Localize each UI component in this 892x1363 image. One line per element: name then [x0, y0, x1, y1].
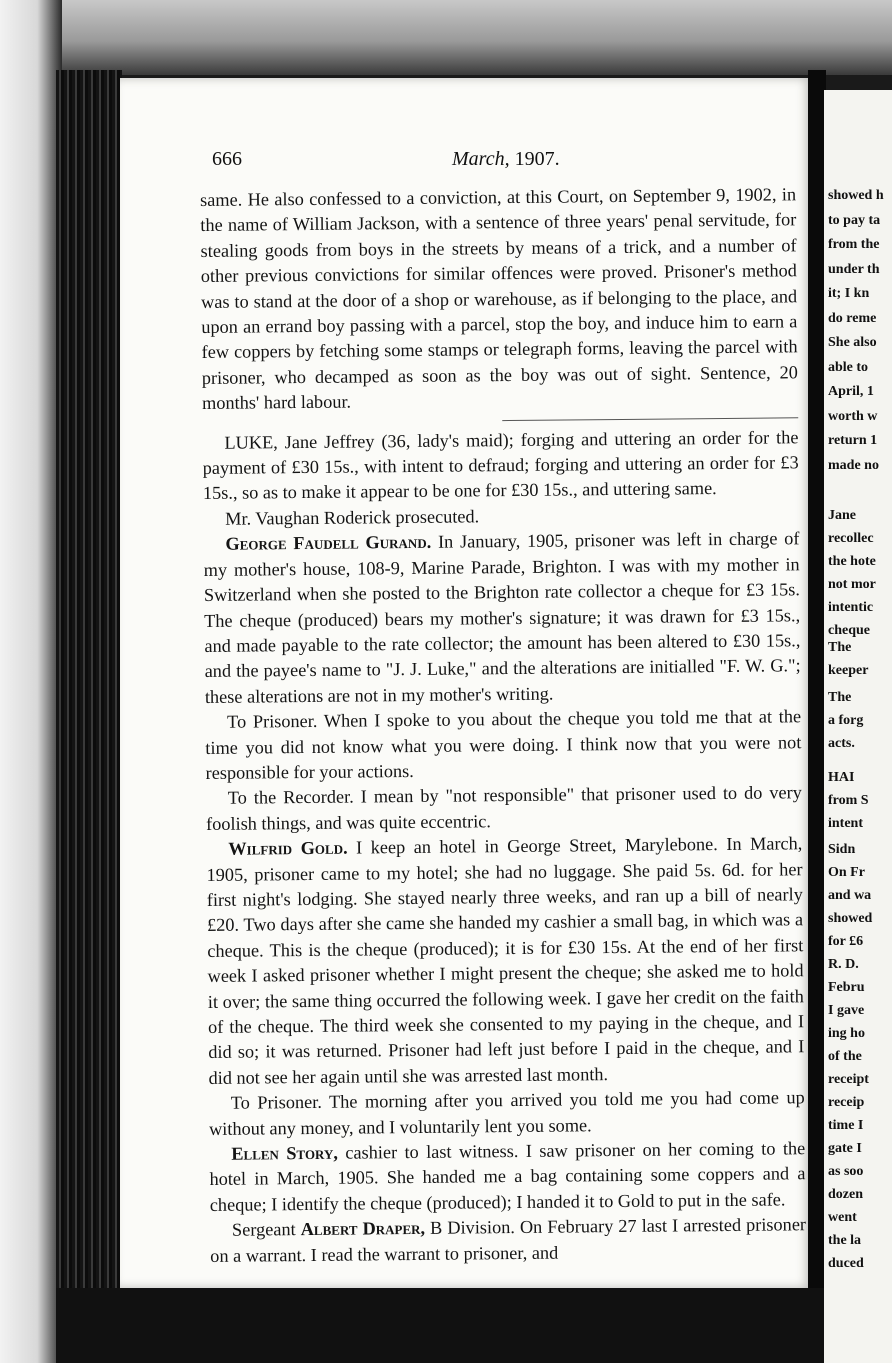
- scan-background-top: [0, 0, 892, 75]
- right-page-line-fragment: On Fr: [828, 865, 865, 880]
- right-page-line-fragment: from the: [828, 237, 880, 252]
- paragraph-witness-gurand: [203, 527, 801, 711]
- witness-rank: Sergeant: [231, 1219, 301, 1240]
- paragraph-to-prisoner: To Prisoner. When I spoke to you about the cheque you told me that at the time you did not know what you were doing. I think now that you were not responsible for your actions.: [205, 706, 802, 783]
- running-head-year: 1907.: [509, 148, 560, 170]
- right-page-line-fragment: went: [828, 1210, 857, 1225]
- witness-name: Wilfrid Gold.: [228, 837, 348, 859]
- right-page-line-fragment: worth w: [828, 408, 878, 424]
- paragraph-witness-story: [209, 1136, 806, 1218]
- scan-background-left: [0, 0, 62, 1363]
- right-page-line-fragment: intent: [828, 816, 863, 831]
- paragraph-witness-draper: [210, 1212, 806, 1269]
- right-page-line-fragment: ing ho: [828, 1026, 865, 1041]
- right-page-line-fragment: HAI: [828, 770, 855, 785]
- paragraph-to-recorder: To the Recorder. I mean by "not responsible" that prisoner used to do very foolish things, and was quite eccentric.: [206, 782, 802, 834]
- right-page-line-fragment: return 1: [828, 433, 878, 448]
- case-divider-rule: [502, 417, 798, 421]
- witness-testimony: B Division. On February 27 last I arrested prisoner on a warrant. I read the warrant to prisoner, and: [210, 1214, 807, 1266]
- witness-testimony: In January, 1905, prisoner was left in charge of my mother's house, 108-9, Marine Parade, Brighton. I was with my mother in Switzerland when she posted to the Brighton rate collector a cheque for £3 15s. The cheque (produced) bears my mother's signature; it was drawn for £3 15s., and made payable to the rate collector; the amount has been altered to £30 15s., and the payee's name to "J. J. Luke," and the alterations are initialled "F. W. G."; these alterations are not in my mother's writing.: [203, 528, 801, 707]
- right-page-line-fragment: Jane: [828, 508, 856, 523]
- right-page-line-fragment: receip: [828, 1095, 865, 1110]
- book-page-edges: [56, 70, 122, 1290]
- right-page-line-fragment: duced: [828, 1256, 864, 1271]
- paragraph-to-prisoner-gold: To Prisoner. The morning after you arrived you told me you had come up without any money, and I voluntarily lent you some.: [208, 1087, 805, 1139]
- witness-name: Albert Draper,: [300, 1218, 426, 1240]
- witness-testimony: I keep an hotel in George Street, Marylebone. In March, 1905, prisoner came to my hotel; she had no luggage. She paid 5s. 6d. for her first night's lodging. She stayed nearly three weeks, and ran up a bill of nearly £20. Two days after she came she handed my cashier a small bag, in which was a cheque. This is the cheque (produced); it is for £30 15s. At the end of her first week I asked prisoner whether I might present the cheque; she asked me to hold it over; the same thing occurred the following week. I gave her credit on the faith of the cheque. The third week she consented to my paying in the cheque, and I did so; it was returned. Prisoner had left just before I paid in the cheque, and I did not see her again until she was arrested last month.: [206, 833, 805, 1088]
- right-page-line-fragment: the hote: [828, 554, 876, 569]
- right-page-line-fragment: for £6: [828, 934, 864, 949]
- page-number: 666: [212, 148, 242, 170]
- right-page-line-fragment: Febru: [828, 980, 865, 995]
- right-page-line-fragment: under th: [828, 261, 880, 277]
- right-page-line-fragment: do reme: [828, 310, 877, 326]
- right-page-line-fragment: a forg: [828, 713, 864, 728]
- right-page-line-fragment: acts.: [828, 736, 855, 751]
- right-page-line-fragment: showed h: [828, 188, 884, 203]
- right-page-line-fragment: able to: [828, 359, 869, 375]
- right-page-line-fragment: cheque: [828, 623, 870, 638]
- witness-name: George Faudell Gurand.: [225, 532, 432, 555]
- paragraph-witness-gold: [206, 831, 804, 1091]
- right-page-line-fragment: dozen: [828, 1187, 863, 1202]
- scan-background-bottom: [56, 1288, 826, 1363]
- right-page-line-fragment: gate I: [828, 1141, 862, 1156]
- right-page-line-fragment: showed: [828, 911, 873, 926]
- right-page-line-fragment: recollec: [828, 531, 874, 546]
- right-page-fragment: [824, 90, 892, 1363]
- running-head: [452, 148, 560, 171]
- right-page-line-fragment: intentic: [828, 600, 874, 615]
- right-page-line-fragment: from S: [828, 793, 869, 808]
- witness-testimony: cashier to last witness. I saw prisoner on her coming to the hotel in March, 1905. She handed me a bag containing some coppers and a cheque; I identify the cheque (produced); I handed it to Gold to put in the safe.: [209, 1138, 806, 1215]
- page-body-text: [200, 182, 806, 1269]
- right-page-line-fragment: it; I kn: [828, 286, 870, 301]
- paragraph-case-heading: LUKE, Jane Jeffrey (36, lady's maid); forging and uttering an order for the payment of £30 15s., with intent to defraud; forging and uttering an order for £3 15s., so as to make it appear to be one for £30 15s., and uttering same.: [202, 426, 799, 504]
- right-page-line-fragment: R. D.: [828, 957, 859, 972]
- right-page-line-fragment: April, 1: [828, 384, 874, 399]
- right-page-line-fragment: The: [828, 640, 852, 655]
- right-page-line-fragment: She also: [828, 335, 877, 350]
- right-page-line-fragment: time I: [828, 1118, 864, 1133]
- paragraph-previous-case-end: same. He also confessed to a conviction, at this Court, on September 9, 1902, in the name of William Jackson, with a sentence of three years' penal servitude, for stealing goods from boys in the streets by means of a trick, and a number of other previous convictions for similar offences were proved. Prisoner's method was to stand at the door of a shop or warehouse, as if belonging to the place, and upon an errand boy passing with a parcel, stop the boy, and induce him to earn a few coppers by fetching some stamps or telegraph forms, leaving the parcel with prisoner, who decamped as soon as the boy was out of sight. Sentence, 20 months' hard labour.: [200, 184, 798, 414]
- right-page-line-fragment: to pay ta: [828, 212, 881, 228]
- right-page-line-fragment: keeper: [828, 663, 869, 678]
- right-page-line-fragment: not mor: [828, 577, 876, 592]
- right-page-line-fragment: the la: [828, 1233, 862, 1248]
- right-page-line-fragment: as soo: [828, 1164, 864, 1179]
- right-page-line-fragment: of the: [828, 1049, 862, 1064]
- right-page-line-fragment: I gave: [828, 1003, 865, 1018]
- running-head-month: March,: [452, 148, 510, 170]
- right-page-line-fragment: made no: [828, 457, 879, 473]
- right-page-line-fragment: The: [828, 690, 852, 705]
- witness-name: Ellen Story,: [231, 1142, 339, 1164]
- paragraph-prosecutor: Mr. Vaughan Roderick prosecuted.: [225, 506, 480, 529]
- right-page-line-fragment: and wa: [828, 888, 872, 903]
- right-page-line-fragment: Sidn: [828, 842, 856, 857]
- right-page-line-fragment: receipt: [828, 1072, 869, 1087]
